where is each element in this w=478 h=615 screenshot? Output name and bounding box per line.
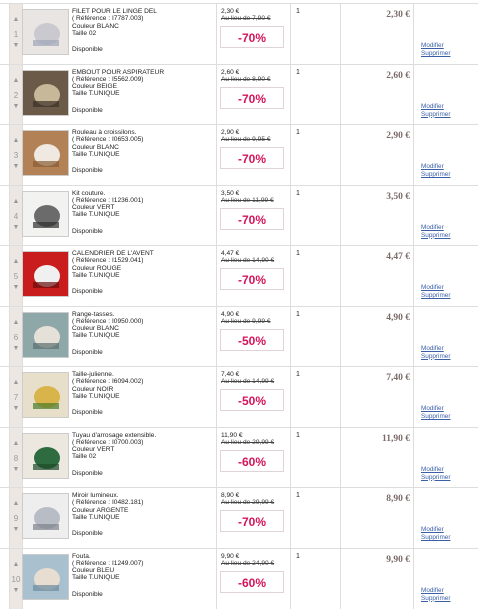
product-name: Tuyau d'arrosage extensible.	[72, 431, 157, 439]
row-number: 3	[13, 151, 19, 160]
original-price: Au lieu de 29,99 €	[221, 499, 275, 507]
product-thumbnail[interactable]	[22, 251, 69, 297]
product-thumbnail[interactable]	[22, 312, 69, 358]
modify-link[interactable]: Modifier	[421, 163, 444, 170]
arrow-down-icon[interactable]: ▼	[12, 163, 20, 170]
product-size: Taille T.UNIQUE	[72, 150, 120, 158]
quantity-value[interactable]: 1	[296, 431, 300, 439]
arrow-up-icon[interactable]: ▲	[12, 197, 20, 205]
unit-price: 8,90 €	[221, 492, 240, 499]
modify-link[interactable]: Modifier	[421, 284, 444, 291]
quantity-value[interactable]: 1	[296, 552, 300, 560]
row-actions	[421, 103, 450, 119]
unit-price: 2,30 €	[221, 8, 240, 15]
arrow-up-icon[interactable]: ▲	[12, 16, 20, 23]
remove-link[interactable]: Supprimer	[421, 594, 451, 602]
discount-badge: -70%	[220, 268, 284, 290]
product-details	[72, 129, 212, 174]
product-size: Taille T.UNIQUE	[72, 574, 120, 582]
row-number: 7	[13, 393, 19, 402]
quantity-value[interactable]: 1	[296, 68, 300, 76]
cart-row	[0, 548, 478, 609]
row-actions	[421, 526, 450, 542]
row-reorder-handle[interactable]	[9, 307, 23, 367]
cart-row	[0, 306, 478, 367]
discount-badge: -70%	[220, 26, 284, 48]
remove-link[interactable]: Supprimer	[421, 171, 451, 178]
discount-badge: -70%	[220, 147, 284, 169]
column-divider	[340, 4, 341, 64]
column-divider	[413, 65, 414, 125]
original-price: Au lieu de 14,90 €	[221, 257, 275, 265]
row-actions	[421, 345, 450, 361]
quantity-value[interactable]: 1	[296, 129, 300, 136]
column-divider	[413, 4, 414, 64]
modify-link[interactable]: Modifier	[421, 42, 444, 49]
cart-row	[0, 64, 478, 125]
line-total: 3,50 €	[386, 191, 410, 202]
remove-link[interactable]: Supprimer	[421, 534, 451, 541]
row-reorder-handle[interactable]	[9, 367, 23, 427]
remove-link[interactable]: Supprimer	[421, 352, 451, 360]
modify-link[interactable]: Modifier	[421, 223, 444, 231]
column-divider	[340, 186, 341, 246]
row-number: 4	[13, 211, 19, 221]
column-divider	[216, 4, 217, 64]
product-name: CALENDRIER DE L'AVENT	[72, 250, 154, 257]
original-price: Au lieu de 14,99 €	[221, 378, 275, 386]
product-reference: ( Référence : I0482.181)	[72, 499, 144, 507]
column-divider	[340, 367, 341, 427]
product-name: Miroir lumineux.	[72, 492, 119, 499]
column-divider	[216, 488, 217, 548]
product-details	[72, 68, 212, 114]
product-name: Rouleau à croissilons.	[72, 129, 137, 136]
row-actions	[421, 163, 450, 179]
product-name: Kit couture.	[72, 189, 106, 197]
availability-status: Disponible	[72, 227, 103, 235]
quantity-value[interactable]: 1	[296, 492, 300, 499]
line-total: 9,90 €	[386, 554, 410, 565]
column-divider	[340, 488, 341, 548]
original-price: Au lieu de 8,90 €	[221, 75, 271, 83]
modify-link[interactable]: Modifier	[421, 586, 444, 594]
unit-price: 2,90 €	[221, 129, 240, 136]
column-divider	[413, 125, 414, 185]
product-details	[72, 189, 212, 235]
product-thumbnail[interactable]	[22, 554, 69, 600]
arrow-down-icon[interactable]: ▼	[12, 465, 20, 473]
product-color: Couleur VERT	[72, 446, 115, 454]
column-divider	[216, 246, 217, 306]
unit-price: 7,40 €	[221, 371, 240, 378]
product-size: Taille 02	[72, 29, 97, 37]
product-reference: ( Référence : I6094.002)	[72, 378, 144, 386]
row-actions	[421, 466, 450, 482]
row-actions	[421, 587, 450, 603]
quantity-value[interactable]: 1	[296, 189, 300, 197]
column-divider	[413, 549, 414, 609]
unit-price-cell	[221, 492, 291, 507]
availability-status: Disponible	[72, 530, 103, 537]
product-thumbnail[interactable]	[22, 433, 69, 479]
unit-price: 11,90 €	[221, 431, 243, 439]
row-number: 1	[13, 30, 19, 39]
unit-price-cell	[221, 8, 291, 23]
product-color: Couleur BLANC	[72, 143, 119, 151]
row-number: 9	[13, 514, 19, 523]
column-divider	[216, 186, 217, 246]
availability-status: Disponible	[72, 409, 103, 416]
product-reference: ( Référence : I0653.005)	[72, 136, 144, 144]
arrow-up-icon[interactable]: ▲	[12, 500, 20, 507]
cart-row	[0, 487, 478, 548]
row-actions	[421, 224, 450, 240]
arrow-up-icon[interactable]: ▲	[12, 258, 20, 265]
line-total: 2,60 €	[386, 70, 410, 81]
line-total: 11,90 €	[382, 433, 410, 444]
unit-price-cell	[221, 432, 291, 447]
cart-row	[0, 124, 478, 185]
column-divider	[216, 549, 217, 609]
column-divider	[216, 428, 217, 488]
product-thumbnail[interactable]	[22, 493, 69, 539]
cart-row	[0, 245, 478, 306]
arrow-down-icon[interactable]: ▼	[12, 42, 20, 49]
arrow-down-icon[interactable]: ▼	[12, 526, 20, 533]
unit-price: 2,60 €	[221, 68, 240, 76]
column-divider	[340, 307, 341, 367]
product-size: Taille T.UNIQUE	[72, 271, 120, 279]
discount-badge: -70%	[220, 87, 284, 109]
line-total: 2,90 €	[386, 131, 410, 141]
product-thumbnail[interactable]	[22, 191, 69, 237]
original-price: Au lieu de 24,90 €	[221, 559, 275, 567]
column-divider	[340, 549, 341, 609]
product-size: Taille T.UNIQUE	[72, 392, 120, 400]
unit-price-cell	[221, 250, 291, 265]
unit-price-cell	[221, 69, 291, 84]
modify-link[interactable]: Modifier	[421, 102, 444, 110]
quantity-value[interactable]: 1	[296, 8, 300, 15]
product-color: Couleur ROUGE	[72, 264, 122, 272]
product-thumbnail[interactable]	[22, 70, 69, 116]
arrow-down-icon[interactable]: ▼	[12, 223, 20, 231]
row-number: 8	[13, 453, 19, 463]
availability-status: Disponible	[72, 46, 103, 53]
arrow-up-icon[interactable]: ▲	[12, 76, 20, 84]
product-name: Taille-julienne.	[72, 371, 114, 378]
product-color: Couleur NOIR	[72, 385, 114, 393]
product-reference: ( Référence : I1249.007)	[72, 559, 144, 567]
product-reference: ( Référence : I7787.003)	[72, 15, 144, 23]
quantity-value[interactable]: 1	[296, 310, 300, 318]
availability-status: Disponible	[72, 348, 103, 356]
column-divider	[216, 125, 217, 185]
product-reference: ( Référence : I1236.001)	[72, 196, 144, 204]
row-reorder-handle[interactable]	[9, 246, 23, 306]
column-divider	[340, 246, 341, 306]
arrow-up-icon[interactable]: ▲	[12, 560, 20, 568]
discount-badge: -50%	[220, 329, 284, 351]
availability-status: Disponible	[72, 288, 103, 295]
row-actions	[421, 284, 450, 300]
product-name: FILET POUR LE LINGE DEL	[72, 8, 157, 15]
product-reference: ( Référence : I1529.041)	[72, 257, 144, 265]
column-divider	[340, 65, 341, 125]
availability-status: Disponible	[72, 167, 103, 174]
remove-link[interactable]: Supprimer	[421, 473, 451, 481]
unit-price: 4,90 €	[221, 310, 240, 318]
modify-link[interactable]: Modifier	[421, 344, 444, 352]
row-number: 5	[13, 272, 19, 281]
arrow-down-icon[interactable]: ▼	[12, 405, 20, 412]
row-number: 6	[13, 332, 19, 342]
column-divider	[413, 367, 414, 427]
line-total: 7,40 €	[386, 373, 410, 383]
availability-status: Disponible	[72, 106, 103, 114]
remove-link[interactable]: Supprimer	[421, 413, 451, 420]
product-details	[72, 310, 212, 356]
row-reorder-handle[interactable]	[9, 186, 23, 246]
product-color: Couleur BLANC	[72, 22, 119, 30]
product-size: Taille T.UNIQUE	[72, 211, 120, 219]
product-details	[72, 8, 212, 53]
row-number: 10	[11, 574, 21, 584]
column-divider	[413, 488, 414, 548]
column-divider	[413, 428, 414, 488]
unit-price-cell	[221, 190, 291, 205]
availability-status: Disponible	[72, 469, 103, 477]
product-reference: ( Référence : I0700.003)	[72, 438, 144, 446]
unit-price-cell	[221, 553, 291, 568]
product-color: Couleur BLANC	[72, 325, 119, 333]
modify-link[interactable]: Modifier	[421, 405, 444, 412]
row-reorder-handle[interactable]	[9, 549, 23, 609]
cart-row	[0, 427, 478, 488]
product-size: Taille T.UNIQUE	[72, 90, 120, 98]
product-details	[72, 492, 212, 537]
product-thumbnail[interactable]	[22, 130, 69, 176]
product-reference: ( Référence : I5562.009)	[72, 75, 144, 83]
arrow-down-icon[interactable]: ▼	[12, 586, 20, 594]
remove-link[interactable]: Supprimer	[421, 231, 451, 239]
modify-link[interactable]: Modifier	[421, 465, 444, 473]
line-total: 8,90 €	[386, 494, 410, 504]
product-details	[72, 371, 212, 416]
row-reorder-handle[interactable]	[9, 65, 23, 125]
product-size: Taille 02	[72, 453, 97, 461]
cart-row	[0, 366, 478, 427]
product-color: Couleur BEIGE	[72, 83, 118, 91]
product-name: Range-tasses.	[72, 310, 115, 318]
arrow-up-icon[interactable]: ▲	[12, 439, 20, 447]
original-price: Au lieu de 9,99 €	[221, 317, 271, 325]
product-reference: ( Référence : I0950.000)	[72, 317, 144, 325]
line-total: 2,30 €	[386, 10, 410, 20]
discount-badge: -70%	[220, 510, 284, 532]
product-details	[72, 552, 212, 598]
quantity-value[interactable]: 1	[296, 250, 300, 257]
unit-price: 3,50 €	[221, 189, 240, 197]
original-price: Au lieu de 9,95 €	[221, 136, 271, 144]
cart-row	[0, 185, 478, 246]
remove-link[interactable]: Supprimer	[421, 110, 451, 118]
product-color: Couleur VERT	[72, 204, 115, 212]
row-reorder-handle[interactable]	[9, 488, 23, 548]
discount-badge: -50%	[220, 389, 284, 411]
column-divider	[340, 428, 341, 488]
arrow-down-icon[interactable]: ▼	[12, 344, 20, 352]
row-actions	[421, 42, 450, 58]
remove-link[interactable]: Supprimer	[421, 50, 451, 57]
column-divider	[216, 367, 217, 427]
arrow-down-icon[interactable]: ▼	[12, 284, 20, 291]
original-price: Au lieu de 11,99 €	[221, 196, 274, 204]
product-thumbnail[interactable]	[22, 372, 69, 418]
column-divider	[413, 246, 414, 306]
unit-price: 9,90 €	[221, 552, 240, 560]
product-size: Taille T.UNIQUE	[72, 513, 120, 521]
column-divider	[413, 307, 414, 367]
remove-link[interactable]: Supprimer	[421, 292, 451, 299]
product-thumbnail[interactable]	[22, 9, 69, 55]
original-price: Au lieu de 29,99 €	[221, 438, 275, 446]
unit-price-cell	[221, 129, 291, 144]
unit-price-cell	[221, 311, 291, 326]
unit-price-cell	[221, 371, 291, 386]
product-details	[72, 250, 212, 295]
discount-badge: -60%	[220, 571, 284, 593]
column-divider	[413, 186, 414, 246]
quantity-value[interactable]: 1	[296, 371, 300, 378]
product-color: Couleur BLEU	[72, 567, 115, 575]
unit-price: 4,47 €	[221, 250, 240, 257]
discount-badge: -60%	[220, 450, 284, 472]
row-actions	[421, 405, 450, 421]
product-name: Fouta.	[72, 552, 91, 560]
row-number: 2	[13, 90, 19, 100]
arrow-up-icon[interactable]: ▲	[12, 379, 20, 386]
discount-badge: -70%	[220, 208, 284, 230]
product-name: EMBOUT POUR ASPIRATEUR	[72, 68, 165, 76]
original-price: Au lieu de 7,90 €	[221, 15, 271, 23]
column-divider	[216, 65, 217, 125]
modify-link[interactable]: Modifier	[421, 526, 444, 533]
availability-status: Disponible	[72, 590, 103, 598]
row-reorder-handle[interactable]	[9, 125, 23, 185]
product-color: Couleur ARGENTE	[72, 506, 129, 514]
column-divider	[340, 125, 341, 185]
row-reorder-handle[interactable]	[9, 4, 23, 64]
line-total: 4,90 €	[386, 312, 410, 323]
row-reorder-handle[interactable]	[9, 428, 23, 488]
line-total: 4,47 €	[386, 252, 410, 262]
product-details	[72, 431, 212, 477]
arrow-up-icon[interactable]: ▲	[12, 137, 20, 144]
cart-row	[0, 3, 478, 64]
column-divider	[216, 307, 217, 367]
product-size: Taille T.UNIQUE	[72, 332, 120, 340]
arrow-down-icon[interactable]: ▼	[12, 102, 20, 110]
arrow-up-icon[interactable]: ▲	[12, 318, 20, 326]
